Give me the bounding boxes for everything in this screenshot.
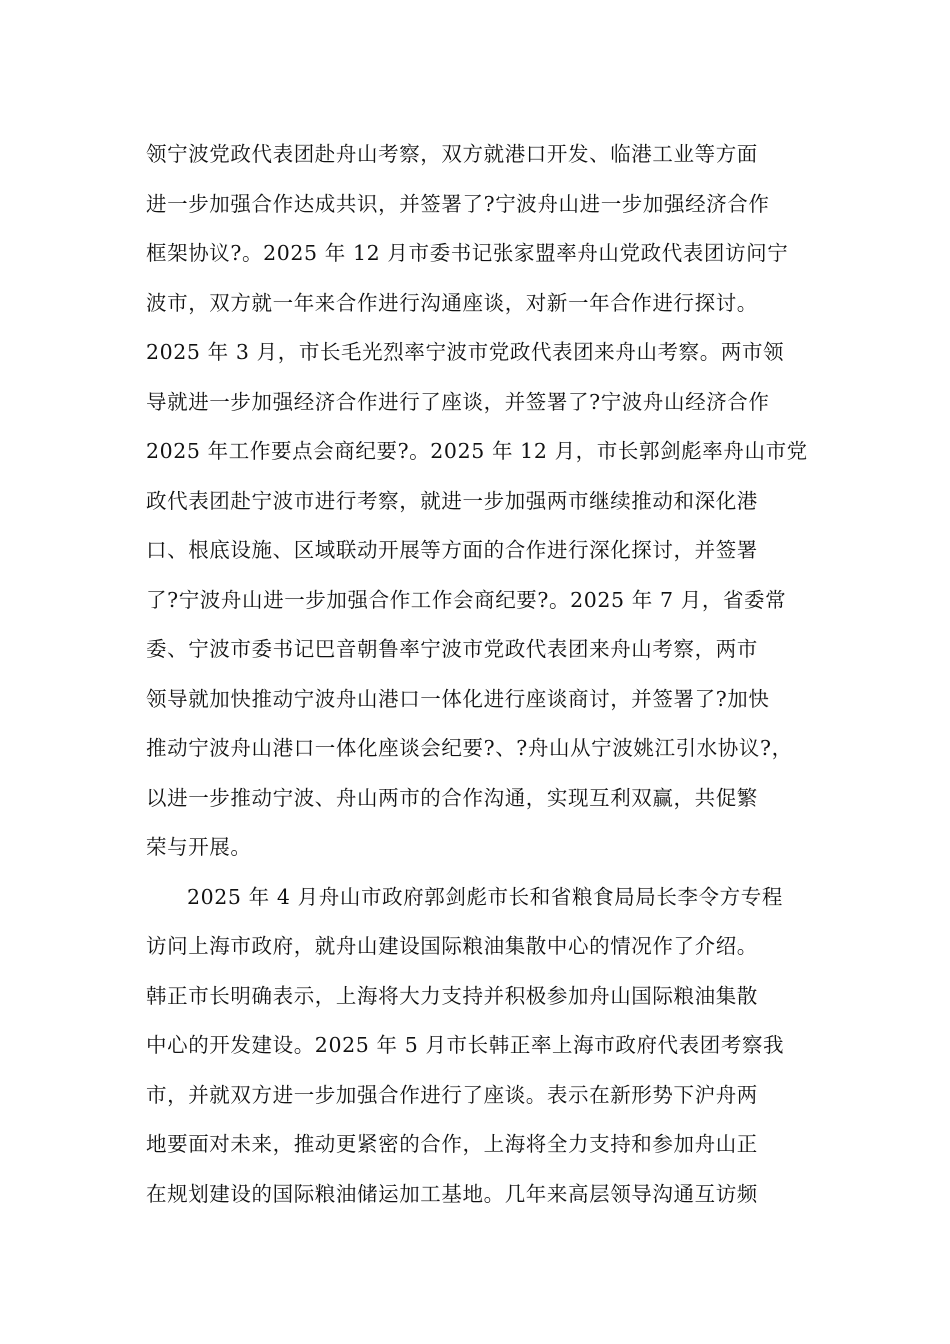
text-line: 了?宁波舟山进一步加强合作工作会商纪要?。2025 年 7 月，省委常	[146, 587, 787, 612]
text-line: 中心的开发建设。2025 年 5 月市长韩正率上海市政府代表团考察我	[146, 1033, 785, 1057]
text-line: 市，并就双方进一步加强合作进行了座谈。表示在新形势下沪舟两	[146, 1082, 758, 1107]
text-line: 在规划建设的国际粮油储运加工基地。几年来高层领导沟通互访频	[146, 1181, 758, 1206]
text-line: 导就进一步加强经济合作进行了座谈，并签署了?宁波舟山经济合作	[146, 389, 770, 414]
text-line: 口、根底设施、区域联动开展等方面的合作进行深化探讨，并签署	[146, 538, 758, 562]
text-line: 访问上海市政府，就舟山建设国际粮油集散中心的情况作了介绍。	[146, 934, 758, 958]
text-line: 荣与开展。	[146, 835, 252, 859]
text-line: 韩正市长明确表示，上海将大力支持并积极参加舟山国际粮油集散	[146, 983, 758, 1008]
body-text	[146, 130, 846, 1219]
text-line: 领导就加快推动宁波舟山港口一体化进行座谈商讨，并签署了?加快	[146, 686, 770, 711]
text-line: 政代表团赴宁波市进行考察，就进一步加强两市继续推动和深化港	[146, 488, 758, 513]
text-line: 地要面对未来，推动更紧密的合作，上海将全力支持和参加舟山正	[146, 1132, 758, 1156]
text-line: 2025 年 3 月，市长毛光烈率宁波市党政代表团来舟山考察。两市领	[146, 340, 785, 364]
text-line: 进一步加强合作达成共识，并签署了?宁波舟山进一步加强经济合作	[146, 191, 770, 216]
text-line: 波市，双方就一年来合作进行沟通座谈，对新一年合作进行探讨。	[146, 290, 758, 315]
text-line: 以进一步推动宁波、舟山两市的合作沟通，实现互利双赢，共促繁	[146, 785, 758, 810]
text-line: 2025 年工作要点会商纪要?。2025 年 12 月，市长郭剑彪率舟山市党	[146, 439, 808, 463]
text-line: 框架协议?。2025 年 12 月市委书记张家盟率舟山党政代表团访问宁	[146, 241, 789, 265]
text-line: 委、宁波市委书记巴音朝鲁率宁波市党政代表团来舟山考察，两市	[146, 637, 758, 661]
paragraph-first-line: 2025 年 4 月舟山市政府郭剑彪市长和省粮食局局长李令方专程	[187, 884, 783, 909]
text-line: 推动宁波舟山港口一体化座谈会纪要?、?舟山从宁波姚江引水协议?，	[146, 736, 793, 760]
text-line: 领宁波党政代表团赴舟山考察，双方就港口开发、临港工业等方面	[146, 142, 758, 166]
